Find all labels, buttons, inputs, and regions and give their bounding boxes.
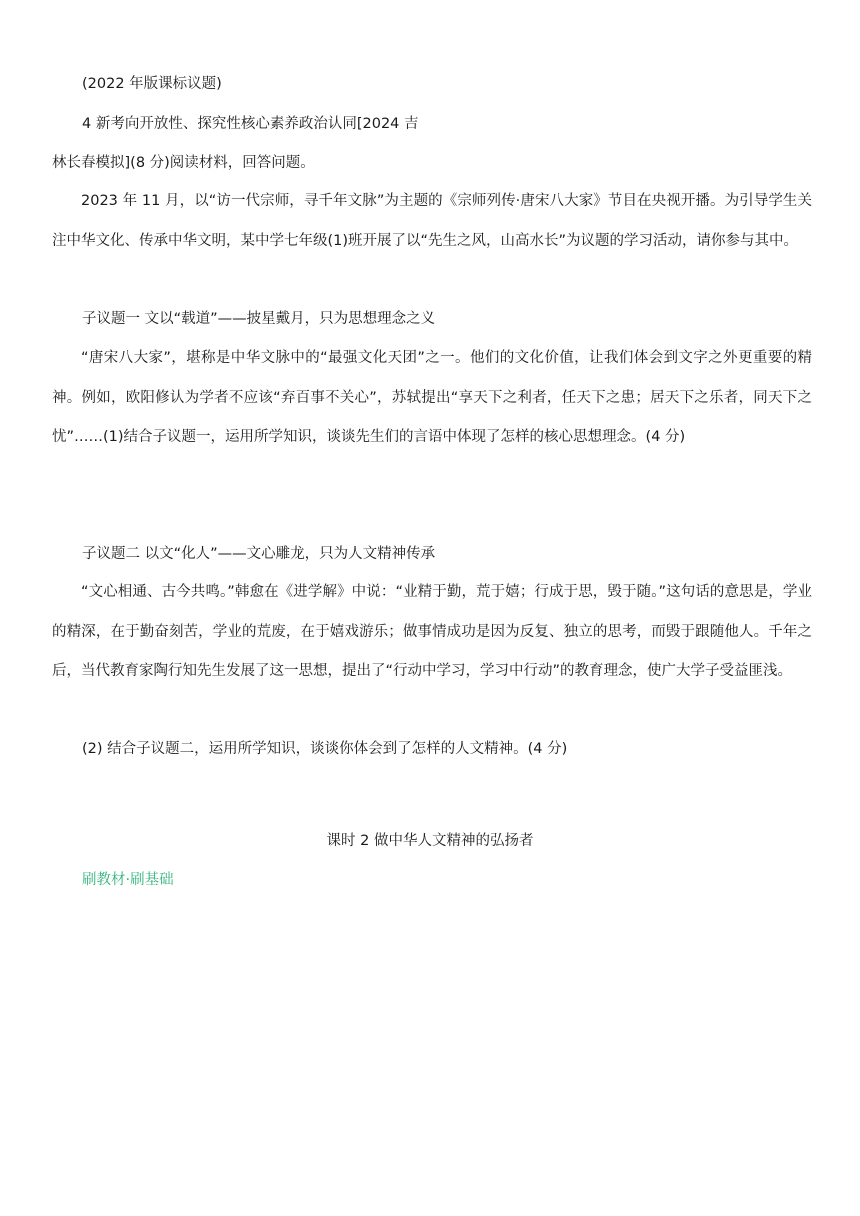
question-2: (2) 结合子议题二，运用所学知识，谈谈你体会到了怎样的人文精神。(4 分) (82, 741, 568, 757)
sub-topic-2-title: 子议题二 以文“化人”——文心雕龙，只为人文精神传承 (82, 546, 436, 562)
sub-topic-1-title: 子议题一 文以“载道”——披星戴月，只为思想理念之义 (82, 311, 436, 327)
question-header-cont: 林长春模拟](8 分)阅读材料，回答问题。 (52, 155, 315, 171)
sub-topic-1-body: “唐宋八大家”，堪称是中华文脉中的“最强文化天团”之一。他们的文化价值，让我们体会到文字之外更重要的精神。例如，欧阳修认为学者不应该“弃百事不关心”，苏轼提出“享天下之利者，任天下之患；居天下之乐者，同天下之忧”……(1)结合子议题一，运用所学知识，谈谈先生们的言语中体现了怎样的核心思想理念。(4 分) (52, 350, 812, 445)
sub-topic-2-body: “文心相通、古今共鸣。”韩愈在《进学解》中说：“业精于勤，荒于嬉；行成于思，毁于随。”这句话的意思是，学业的精深，在于勤奋刻苦，学业的荒废，在于嬉戏游乐；做事情成功是因为反复、独立的思考，而毁于跟随他人。千年之后，当代教育家陶行知先生发展了这一思想，提出了“行动中学习，学习中行动”的教育理念，使广大学子受益匪浅。 (52, 584, 812, 679)
question-header: 4 新考向开放性、探究性核心素养政治认同[2024 吉 (82, 116, 419, 132)
topic-note: (2022 年版课标议题) (82, 76, 222, 92)
section-label: 刷教材·刷基础 (82, 872, 174, 888)
intro-paragraph: 2023 年 11 月，以“访一代宗师，寻千年文脉”为主题的《宗师列传·唐宋八大家》节目在央视开播。为引导学生关注中华文化、传承中华文明，某中学七年级(1)班开展了以“先生之风，山高水长”为议题的学习活动，请你参与其中。 (52, 193, 812, 249)
lesson-title: 课时 2 做中华人文精神的弘扬者 (326, 833, 534, 849)
